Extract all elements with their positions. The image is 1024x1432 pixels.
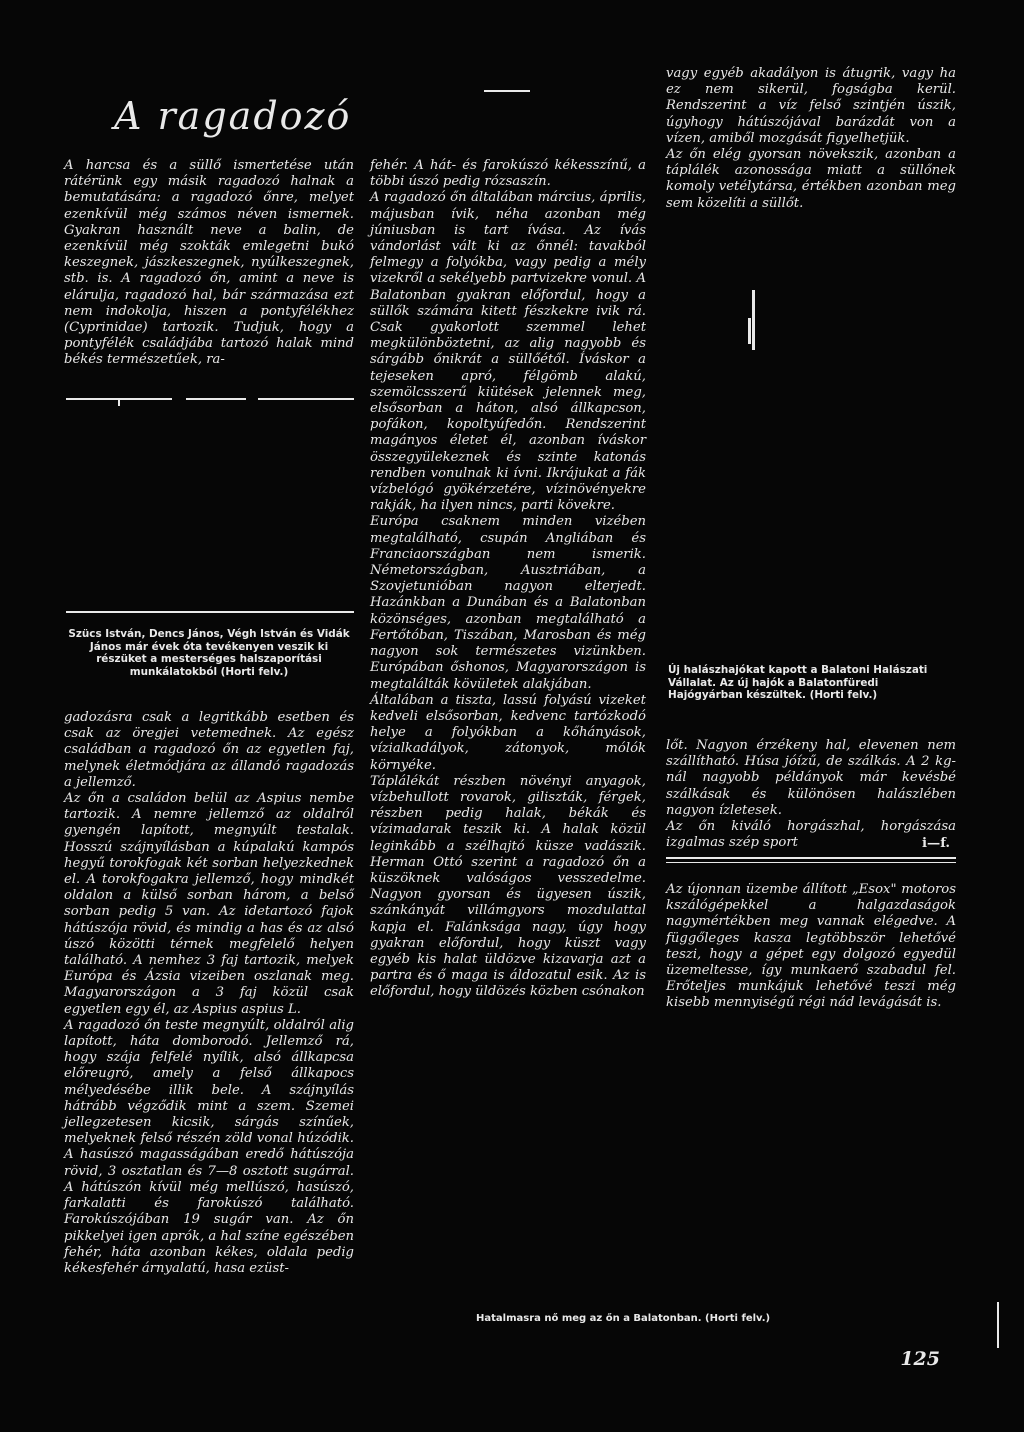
photo-boats [666, 360, 956, 650]
column3-top-text: vagy egyéb akadályon is átugrik, vagy ha ez nem sikerül, fogságba kerül. Rendszerint a víz felső szintjén úszik, úgyhogy hátúszójával barázdát von a vízen, amiből mozgását figyelhetjük. Az őn elég gyorsan növekszik, azonban a táplálék azonossága miatt a süllőnek komoly vetélytársa, értékben azonban meg sem közelíti a süllőt. [666, 66, 956, 211]
esox-paragraph: Az újonnan üzembe állított „Esox" motoros kszálógépekkel a halgazdaságok nagymértékben meg vannak elégedve. A függőleges kasza legtöbbször lehetővé teszi, hogy a gépet egy dolgozó egyedül üzemeltesse, így munkaerő szabadul fel. Erőteljes munkájuk lehetővé teszi még kisebb mennyiségű régi nád levágását is. [666, 882, 956, 1011]
divider [484, 90, 530, 92]
divider [66, 611, 354, 613]
divider [748, 318, 751, 344]
page-number: 125 [900, 1348, 940, 1370]
divider [666, 857, 956, 859]
column1-top-text: A harcsa és a süllő ismertetése után rátérünk egy másik ragadozó halnak a bemutatására: a ragadozó őnre, melyet ezenkívül még számos néven ismernek. Gyakran használt neve a balin, de ezenkívül még szokták emlegetni bukó keszegnek, jászkeszegnek, nyúlkeszegnek, stb. is. A ragadozó őn, amint a neve is elárulja, ragadozó hal, bár származása ezt nem indokolja, hiszen a pontyfélékhez (Cyprinidae) tartozik. Tudjuk, hogy a pontyfélék családjába tartozó halak mind békés természetűek, ra- [64, 158, 354, 368]
signature: i—f. [922, 836, 950, 851]
divider [186, 398, 246, 400]
divider [258, 398, 354, 400]
column3-mid-text: lőt. Nagyon érzékeny hal, elevenen nem szállítható. Húsa jóízű, de szálkás. A 2 kg-nál nagyobb példányok már kevésbé szálkásak és különösen halászlében nagyon ízletesek. Az őn kiváló horgászhal, horgászása izgalmas szép sport [666, 738, 956, 851]
divider [997, 1302, 999, 1348]
column1-bottom-text: gadozásra csak a legritkább esetben és csak az öregjei vetemednek. Az egész családban a ragadozó őn az egyetlen faj, melynek életmódjára az állandó ragadozás a jellemző. Az őn a családon belül az Aspius nembe tartozik. A nemre jellemző az oldalról gyengén lapított, megnyúlt testalak. Hosszú szájnyílásban a kúpalakú kampós hegyű torokfogak két sorban helyezkednek el. A torokfogakra jellemző, hogy mindkét oldalon a külső sorban három, a belső sorban pedig 5 van. Az idetartozó fajok hátúszója rövid, és mindig a has és az alsó úszó közötti térnek megfelelő helyen található. A nemhez 3 faj tartozik, melyek Európa és Ázsia vizeiben oszlanak meg. Magyarországon a 3 faj közül csak egyetlen egy él, az Aspius aspius L. A ragadozó őn teste megnyúlt, oldalról alig lapított, háta domborodó. Jellemző rá, hogy szája felfelé nyílik, alsó állkapcsa előreugró, amely a felső állkapocs mélyedésébe illik bele. A szájnyílás hátrább végződik mint a szem. Szemei jellegzetesen kicsik, sárgás színűek, melyeknek felső részén zöld vonal húzódik. A hasúszó magasságában eredő hátúszója rövid, 3 osztatlan és 7—8 osztott sugárral. A hátúszón kívül még mellúszó, hasúszó, farkalatti és farokúszó található. Farokúszójában 19 sugár van. Az őn pikkelyei igen aprók, a hal színe egészében fehér, háta azonban kékes, oldala pedig kékesfehér árnyalatú, hasa ezüst- [64, 710, 354, 1276]
divider [752, 290, 755, 350]
photo-caption-bottom: Hatalmasra nő meg az őn a Balatonban. (Horti felv.) [476, 1313, 771, 1324]
article-title: A ragadozó [114, 94, 352, 138]
photo-caption-right: Új halászhajókat kapott a Balatoni Halászati Vállalat. Az új hajók a Balatonfüredi Hajógyárban készültek. (Horti felv.) [668, 664, 928, 702]
divider [666, 862, 956, 863]
column2-text: fehér. A hát- és farokúszó kékesszínű, a többi úszó pedig rózsaszín. A ragadozó őn általában március, április, májusban ívik, néha azonban még júniusban is tart ívása. Az ívás vándorlást vált ki az őnnél: tavakból felmegy a folyókba, vagy pedig a mély vizekről a sekélyebb partvizekre vonul. A Balatonban gyakran előfordul, hogy a süllők számára kitett fészkekre ivik rá. Csak gyakorlott szemmel lehet megkülönböztetni, az alig nagyobb és sárgább őnikrát a süllőétől. Íváskor a tejeseken apró, félgömb alakú, szemölcsszerű kiütések jelennek meg, elsősorban a háton, alsó állkapcson, pofákon, kopoltyúfedőn. Rendszerint magányos életet él, azonban íváskor összegyülekeznek és szinte katonás rendben vonulnak ki ívni. Ikrájukat a fák vízbelógó gyökérzetére, vízinövényekre rakják, ha ilyen nincs, parti kövekre. Európa csaknem minden vizében megtalálható, csupán Angliában és Franciaországban nem ismerik. Németországban, Ausztriában, a Szovjetunióban nagyon elterjedt. Hazánkban a Dunában és a Balatonban közönséges, azonban megtalálható a Fertőtóban, Tiszában, Marosban és még nagyon sok természetes vizünkben. Európában őshonos, Magyarországon is megtalálták kövületek alakjában. Általában a tiszta, lassú folyású vizeket kedveli elsősorban, kedvenc tartózkodó helye a folyókban a kőhányások, vízialkadályok, zátonyok, mólók környéke. Táplálékát részben növényi anyagok, vízbehullott rovarok, giliszták, férgek, részben pedig halak, békák és vízimadarak teszik ki. A halak közül leginkább a szélhajtó küsze vadászik. Herman Ottó szerint a ragadozó őn a küszöknek valóságos vesszedelme. Nagyon gyorsan és ügyesen úszik, szánkányát villámgyors mozdulattal kapja el. Falánksága nagy, úgy hogy gyakran előfordul, hogy küszt vagy egyéb kis halat üldözve kizavarja azt a partra és ő maga is áldozatul esik. Az is előfordul, hogy üldözés közben csónakon [370, 158, 646, 1000]
photo-caption-left: Szücs István, Dencs János, Végh István és Vidák János már évek óta tevékenyen veszik ki részüket a mesterséges halszaporítási munkálatokból (Horti felv.) [68, 628, 350, 678]
photo-fishermen [66, 406, 354, 606]
